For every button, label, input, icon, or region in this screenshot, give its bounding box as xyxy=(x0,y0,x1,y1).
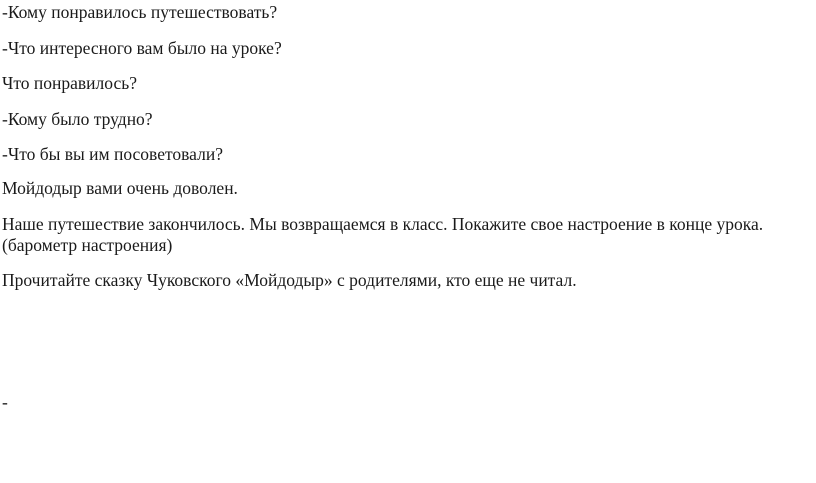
paragraph-question-travel: -Кому понравилось путешествовать? xyxy=(2,2,278,22)
paragraph-homework: Прочитайте сказку Чуковского «Мойдодыр» с родителями, кто еще не читал. xyxy=(2,270,577,290)
paragraph-moidodyr-pleased: Мойдодыр вами очень доволен. xyxy=(2,178,238,198)
paragraph-question-interesting: -Что интересного вам было на уроке? xyxy=(2,38,282,58)
paragraph-journey-ended: Наше путешествие закончилось. Мы возвращаемся в класс. Покажите свое настроение в конце урока.(барометр настроения) xyxy=(2,214,764,255)
paragraph-dash: - xyxy=(2,392,8,412)
paragraph-question-difficult: -Кому было трудно? xyxy=(2,109,153,129)
paragraph-question-advice: -Что бы вы им посоветовали? xyxy=(2,144,223,164)
paragraph-question-liked: Что понравилось? xyxy=(2,73,137,93)
